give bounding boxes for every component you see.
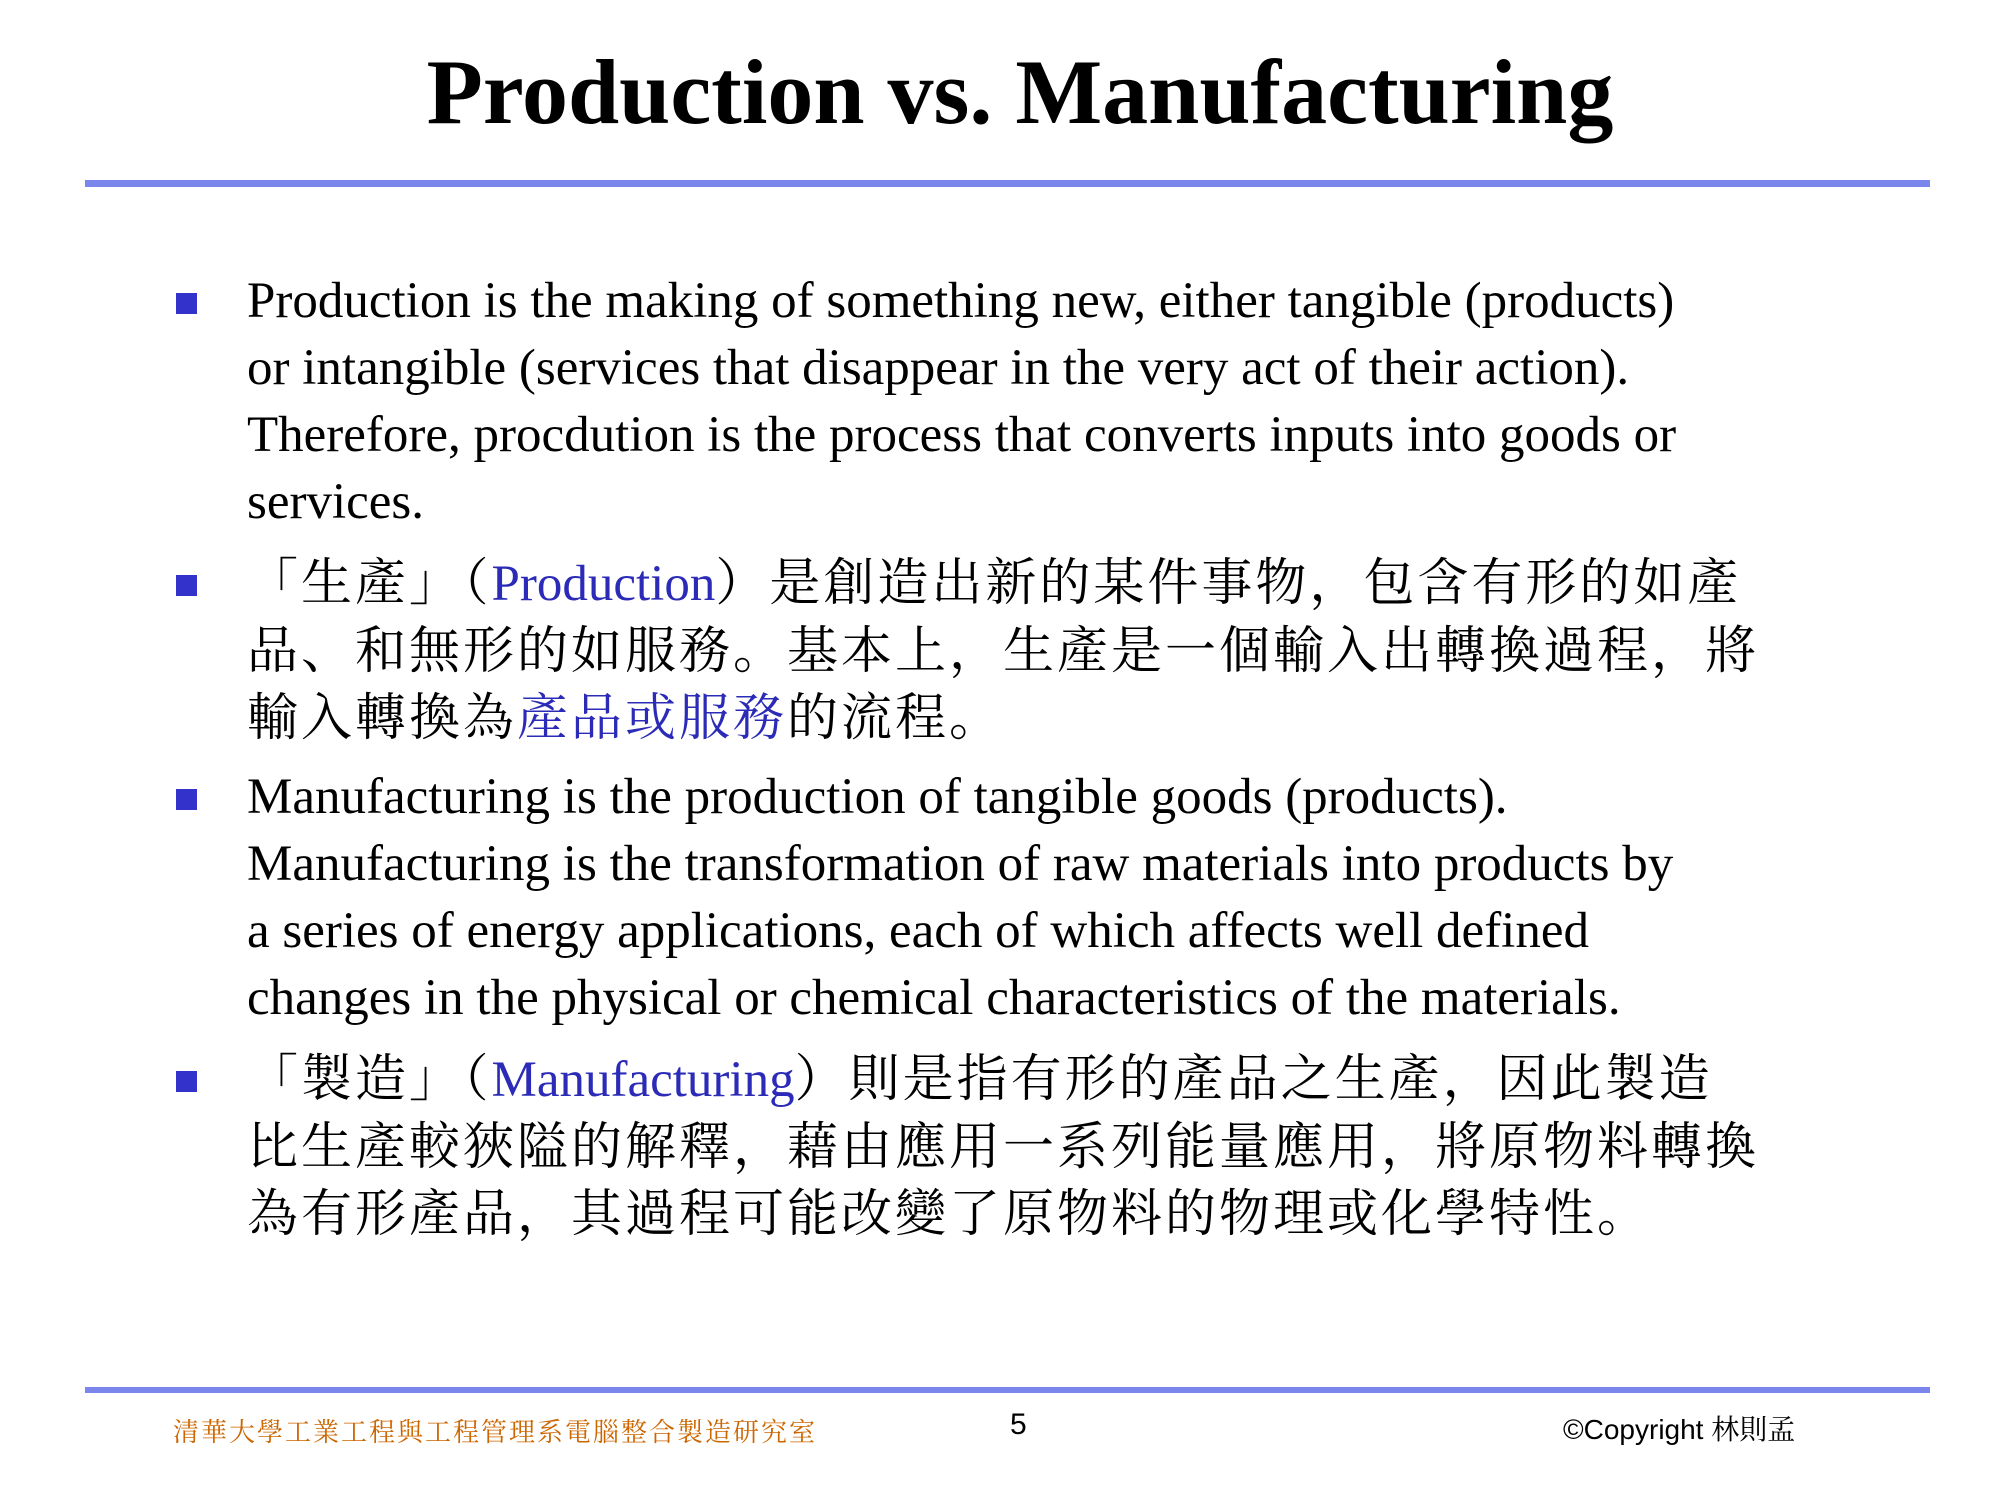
bullet-text (247, 268, 1847, 536)
slide-title: Production vs. Manufacturing (426, 41, 1614, 143)
bullet-text (247, 1046, 1847, 1248)
footer-institution: 清華大學工業工程與工程管理系電腦整合製造研究室 (173, 1418, 818, 1448)
bullet-text (247, 550, 1847, 752)
bullet-square-icon (176, 575, 197, 596)
page-number: 5 (1010, 1408, 1027, 1441)
highlight-term: 產品或服務 (517, 689, 788, 748)
text-line: Production is the making of something new, either tangible (products) (247, 273, 1675, 329)
text-line: 品、和無形的如服務。基本上，生產是一個輸入出轉換過程，將 (247, 622, 1760, 681)
highlight-term: Manufacturing (491, 1052, 795, 1108)
text-line: Therefore, procdution is the process that converts inputs into goods or (247, 407, 1677, 463)
text-segment: ）則是指有形的產品之生產，因此製造 (794, 1050, 1713, 1109)
title-divider (85, 180, 1930, 187)
text-line: Manufacturing is the transformation of raw materials into products by (247, 836, 1674, 892)
text-line: or intangible (services that disappear in the very act of their action). (247, 340, 1630, 396)
text-line: 為有形產品，其過程可能改變了原物料的物理或化學特性。 (247, 1185, 1652, 1244)
bullet-square-icon (176, 293, 197, 314)
footer-divider (85, 1387, 1930, 1393)
text-segment: 「生產」（ (247, 554, 492, 613)
text-line: 比生產較狹隘的解釋，藉由應用一系列能量應用，將原物料轉換 (247, 1118, 1760, 1177)
text-line (247, 1046, 1847, 1114)
text-line (247, 550, 1847, 618)
text-line: services. (247, 474, 425, 530)
highlight-term: Production (491, 556, 716, 612)
text-line: a series of energy applications, each of which affects well defined (247, 903, 1589, 959)
text-line: changes in the physical or chemical characteristics of the materials. (247, 970, 1621, 1026)
bullet-square-icon (176, 789, 197, 810)
text-segment: ）是創造出新的某件事物，包含有形的如產 (715, 554, 1742, 613)
footer-copyright: ©Copyright 林則孟 (1563, 1414, 1796, 1445)
bullet-square-icon (176, 1071, 197, 1092)
bullet-text (247, 764, 1847, 1032)
text-line (247, 685, 1847, 752)
text-segment: 「製造」（ (247, 1050, 492, 1109)
text-segment: 輸入轉換為 (247, 689, 518, 748)
text-segment: 的流程。 (787, 689, 1004, 748)
text-line: Manufacturing is the production of tangible goods (products). (247, 769, 1508, 825)
